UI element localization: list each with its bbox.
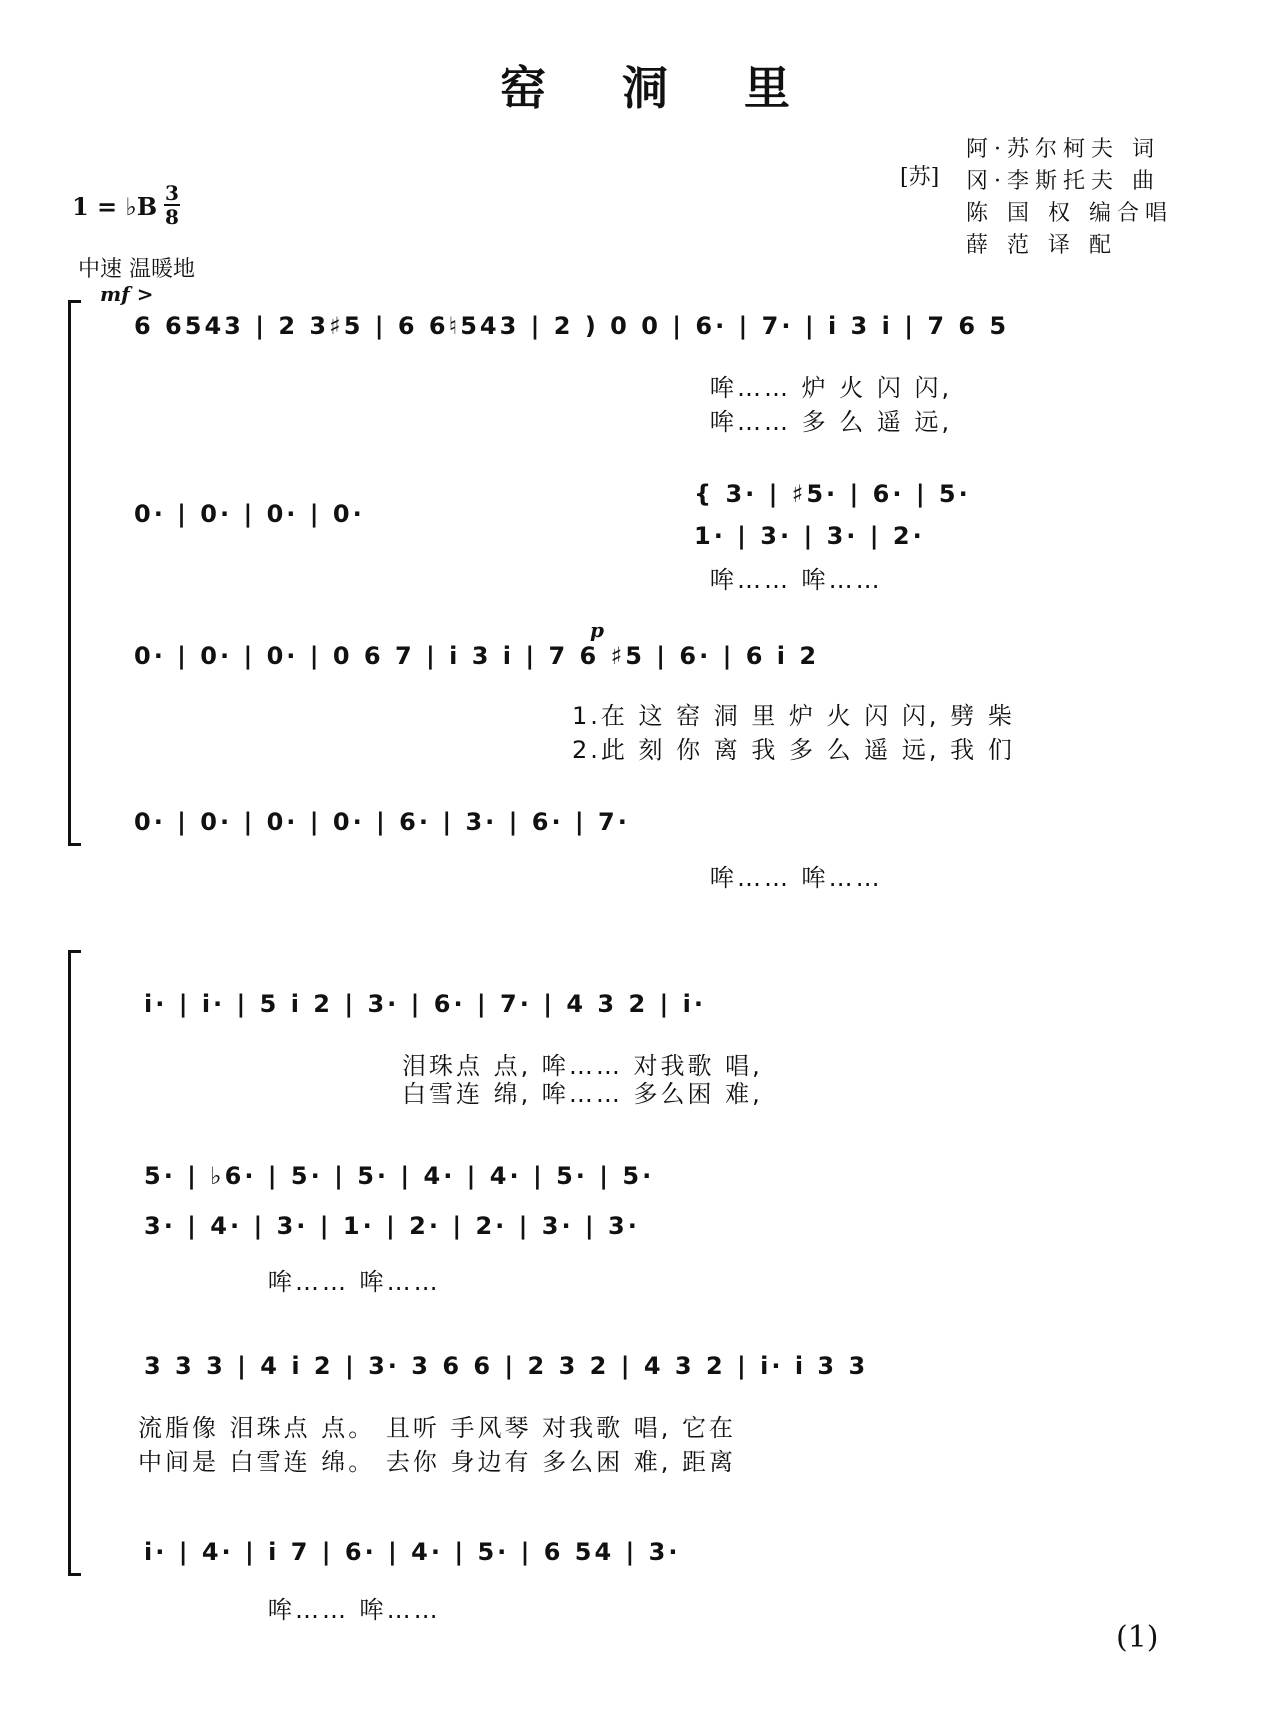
key-signature: 1 = ♭B bbox=[72, 192, 158, 221]
s1-part2-lyric: 哞…… 哞…… bbox=[710, 566, 883, 594]
s2-part2-notes-lower: 3· | 4· | 3· | 1· | 2· | 2· | 3· | 3· bbox=[144, 1212, 640, 1240]
tempo-marking: 中速 温暖地 bbox=[78, 257, 195, 282]
s2-part1-notes: i· | i· | 5 i 2 | 3· | 6· | 7· | 4 3 2 | i· bbox=[144, 990, 706, 1018]
time-signature-top: 3 bbox=[165, 181, 179, 205]
s1-part4-notes: 0· | 0· | 0· | 0· | 6· | 3· | 6· | 7· bbox=[134, 808, 630, 836]
time-signature-bottom: 8 bbox=[165, 205, 179, 229]
credit-arranger: 陈 国 权 编合唱 bbox=[966, 201, 1173, 226]
s2-part4-notes: i· | 4· | i 7 | 6· | 4· | 5· | 6 54 | 3· bbox=[144, 1538, 681, 1566]
s2-part1-lyric1: 泪珠点 点, 哞…… 对我歌 唱, bbox=[402, 1052, 763, 1080]
credit-translator: 薛 范 译 配 bbox=[966, 233, 1117, 258]
credit-composer: 冈·李斯托夫 曲 bbox=[966, 169, 1160, 194]
s2-part2-notes-upper: 5· | ♭6· | 5· | 5· | 4· | 4· | 5· | 5· bbox=[144, 1162, 655, 1190]
s2-part3-notes: 3 3 3 | 4 i 2 | 3· 3 6 6 | 2 3 2 | 4 3 2 | i· i 3 3 bbox=[144, 1352, 869, 1380]
s1-part3-lyric2: 2.此 刻 你 离 我 多 么 遥 远, 我 们 bbox=[572, 736, 1015, 764]
dynamic-intro: mf > bbox=[100, 282, 154, 306]
s2-part4-lyric: 哞…… 哞…… bbox=[268, 1596, 441, 1624]
system2-brace bbox=[68, 950, 81, 1576]
credit-lyricist: 阿·苏尔柯夫 词 bbox=[966, 137, 1160, 162]
s2-part2-lyric: 哞…… 哞…… bbox=[268, 1268, 441, 1296]
dynamic-part3: p bbox=[590, 618, 604, 642]
s1-part3-notes: 0· | 0· | 0· | 0 6 7 | i 3 i | 7 6 ♯5 | 6· | 6 i 2 bbox=[134, 642, 820, 670]
credit-country: [苏] bbox=[900, 165, 940, 190]
s1-part1-notes: 6 6543 | 2 3♯5 | 6 6♮543 | 2 ) 0 0 | 6· | 7· | i 3 i | 7 6 5 bbox=[134, 312, 1010, 340]
s1-part2-notes-upper: { 3· | ♯5· | 6· | 5· bbox=[694, 480, 971, 508]
time-signature bbox=[162, 182, 182, 228]
s2-part3-lyric1: 流脂像 泪珠点 点。 且听 手风琴 对我歌 唱, 它在 bbox=[138, 1414, 737, 1442]
page-number: (1) bbox=[1116, 1620, 1159, 1655]
s1-part3-lyric1: 1.在 这 窑 洞 里 炉 火 闪 闪, 劈 柴 bbox=[572, 702, 1015, 730]
s1-part4-lyric: 哞…… 哞…… bbox=[710, 864, 883, 892]
system1-brace bbox=[68, 300, 81, 846]
s1-part2-rests: 0· | 0· | 0· | 0· bbox=[134, 500, 365, 528]
s1-part1-lyric2: 哞…… 多 么 遥 远, bbox=[710, 408, 953, 436]
s1-part1-lyric1: 哞…… 炉 火 闪 闪, bbox=[710, 374, 953, 402]
s2-part3-lyric2: 中间是 白雪连 绵。 去你 身边有 多么困 难, 距离 bbox=[138, 1448, 737, 1476]
s2-part1-lyric2: 白雪连 绵, 哞…… 多么困 难, bbox=[402, 1080, 763, 1108]
score-title: 窑 洞 里 bbox=[500, 61, 821, 115]
s1-part2-notes-lower: 1· | 3· | 3· | 2· bbox=[694, 522, 925, 550]
